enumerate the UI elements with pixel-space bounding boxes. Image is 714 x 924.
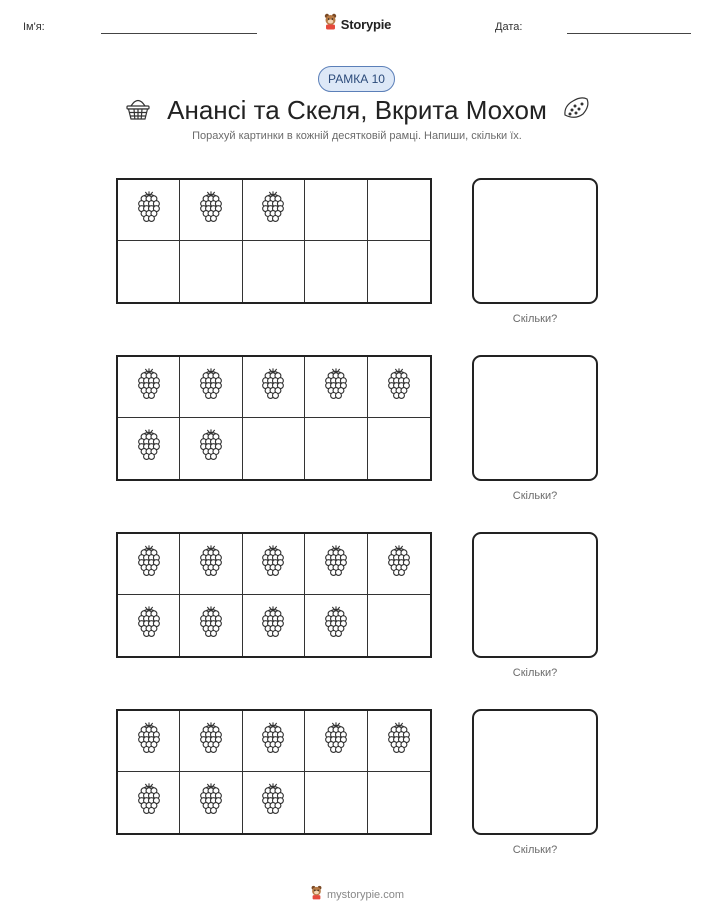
frame-cell: [368, 534, 430, 595]
raspberry-icon: [133, 190, 165, 231]
raspberry-icon: [195, 428, 227, 469]
frame-cell: [305, 711, 367, 772]
frame-cell: [368, 711, 430, 772]
raspberry-icon: [195, 367, 227, 408]
frame-cell: [243, 534, 305, 595]
frame-cell: [368, 357, 430, 418]
storypie-mascot-icon: [310, 885, 323, 905]
answer-box[interactable]: [472, 709, 598, 835]
raspberry-icon: [257, 544, 289, 585]
brand-logo: [0, 13, 714, 35]
frame-cell: [243, 595, 305, 656]
frame-cell: [305, 418, 367, 479]
frame-cell: [243, 180, 305, 241]
frame-cell: [180, 241, 242, 302]
frame-cell: [243, 711, 305, 772]
raspberry-icon: [195, 721, 227, 762]
date-line[interactable]: [567, 33, 691, 34]
frame-cell: [305, 180, 367, 241]
frame-badge: РАМКА 10: [318, 66, 395, 92]
frame-cell: [305, 534, 367, 595]
raspberry-icon: [195, 605, 227, 646]
raspberry-icon: [257, 721, 289, 762]
raspberry-icon: [257, 605, 289, 646]
raspberry-icon: [133, 544, 165, 585]
raspberry-icon: [383, 544, 415, 585]
raspberry-icon: [133, 367, 165, 408]
frame-cell: [305, 595, 367, 656]
frame-cell: [118, 534, 180, 595]
ten-frame: [116, 178, 432, 304]
footer-url: mystorypie.com: [326, 889, 405, 901]
raspberry-icon: [133, 782, 165, 823]
frame-cell: [243, 241, 305, 302]
raspberry-icon: [195, 190, 227, 231]
raspberry-icon: [257, 367, 289, 408]
date-label: Дата:: [495, 21, 523, 33]
raspberry-icon: [257, 190, 289, 231]
frame-cell: [368, 241, 430, 302]
raspberry-icon: [133, 605, 165, 646]
raspberry-icon: [383, 367, 415, 408]
frame-cell: [118, 418, 180, 479]
ten-frame: [116, 532, 432, 658]
raspberry-icon: [195, 544, 227, 585]
frame-cell: [243, 357, 305, 418]
frame-cell: [118, 180, 180, 241]
frame-cell: [368, 418, 430, 479]
frame-cell: [180, 357, 242, 418]
raspberry-icon: [133, 428, 165, 469]
frame-cell: [305, 241, 367, 302]
frame-cell: [118, 772, 180, 833]
frame-cell: [305, 772, 367, 833]
how-many-label: Скільки?: [512, 313, 558, 325]
storypie-mascot-icon: [323, 13, 338, 35]
frame-cell: [180, 711, 242, 772]
page-title: Анансі та Скеля, Вкрита Мохом: [167, 94, 547, 125]
raspberry-icon: [133, 721, 165, 762]
how-many-label: Скільки?: [512, 490, 558, 502]
name-label: Ім'я:: [23, 21, 45, 33]
raspberry-icon: [195, 782, 227, 823]
raspberry-icon: [383, 721, 415, 762]
raspberry-icon: [320, 544, 352, 585]
frame-cell: [180, 772, 242, 833]
raspberry-icon: [320, 367, 352, 408]
mossy-rock-icon: [561, 93, 591, 128]
frame-cell: [118, 711, 180, 772]
answer-box[interactable]: [472, 355, 598, 481]
brand-name: Storypie: [340, 16, 392, 32]
answer-box[interactable]: [472, 178, 598, 304]
frame-cell: [368, 180, 430, 241]
ten-frame: [116, 709, 432, 835]
how-many-label: Скільки?: [512, 844, 558, 856]
frame-cell: [368, 772, 430, 833]
frame-cell: [368, 595, 430, 656]
raspberry-icon: [257, 782, 289, 823]
frame-cell: [180, 534, 242, 595]
frame-cell: [118, 357, 180, 418]
answer-box[interactable]: [472, 532, 598, 658]
frame-cell: [118, 241, 180, 302]
frame-cell: [118, 595, 180, 656]
raspberry-icon: [320, 721, 352, 762]
frame-cell: [180, 180, 242, 241]
ten-frame: [116, 355, 432, 481]
raspberry-icon: [320, 605, 352, 646]
title-row: [0, 92, 714, 128]
frame-cell: [180, 418, 242, 479]
frame-cell: [243, 772, 305, 833]
footer: [0, 885, 714, 905]
frame-cell: [243, 418, 305, 479]
basket-icon: [123, 93, 153, 128]
frame-cell: [305, 357, 367, 418]
how-many-label: Скільки?: [512, 667, 558, 679]
instructions: Порахуй картинки в кожній десятковій рамці. Напиши, скільки їх.: [192, 130, 522, 142]
frame-cell: [180, 595, 242, 656]
